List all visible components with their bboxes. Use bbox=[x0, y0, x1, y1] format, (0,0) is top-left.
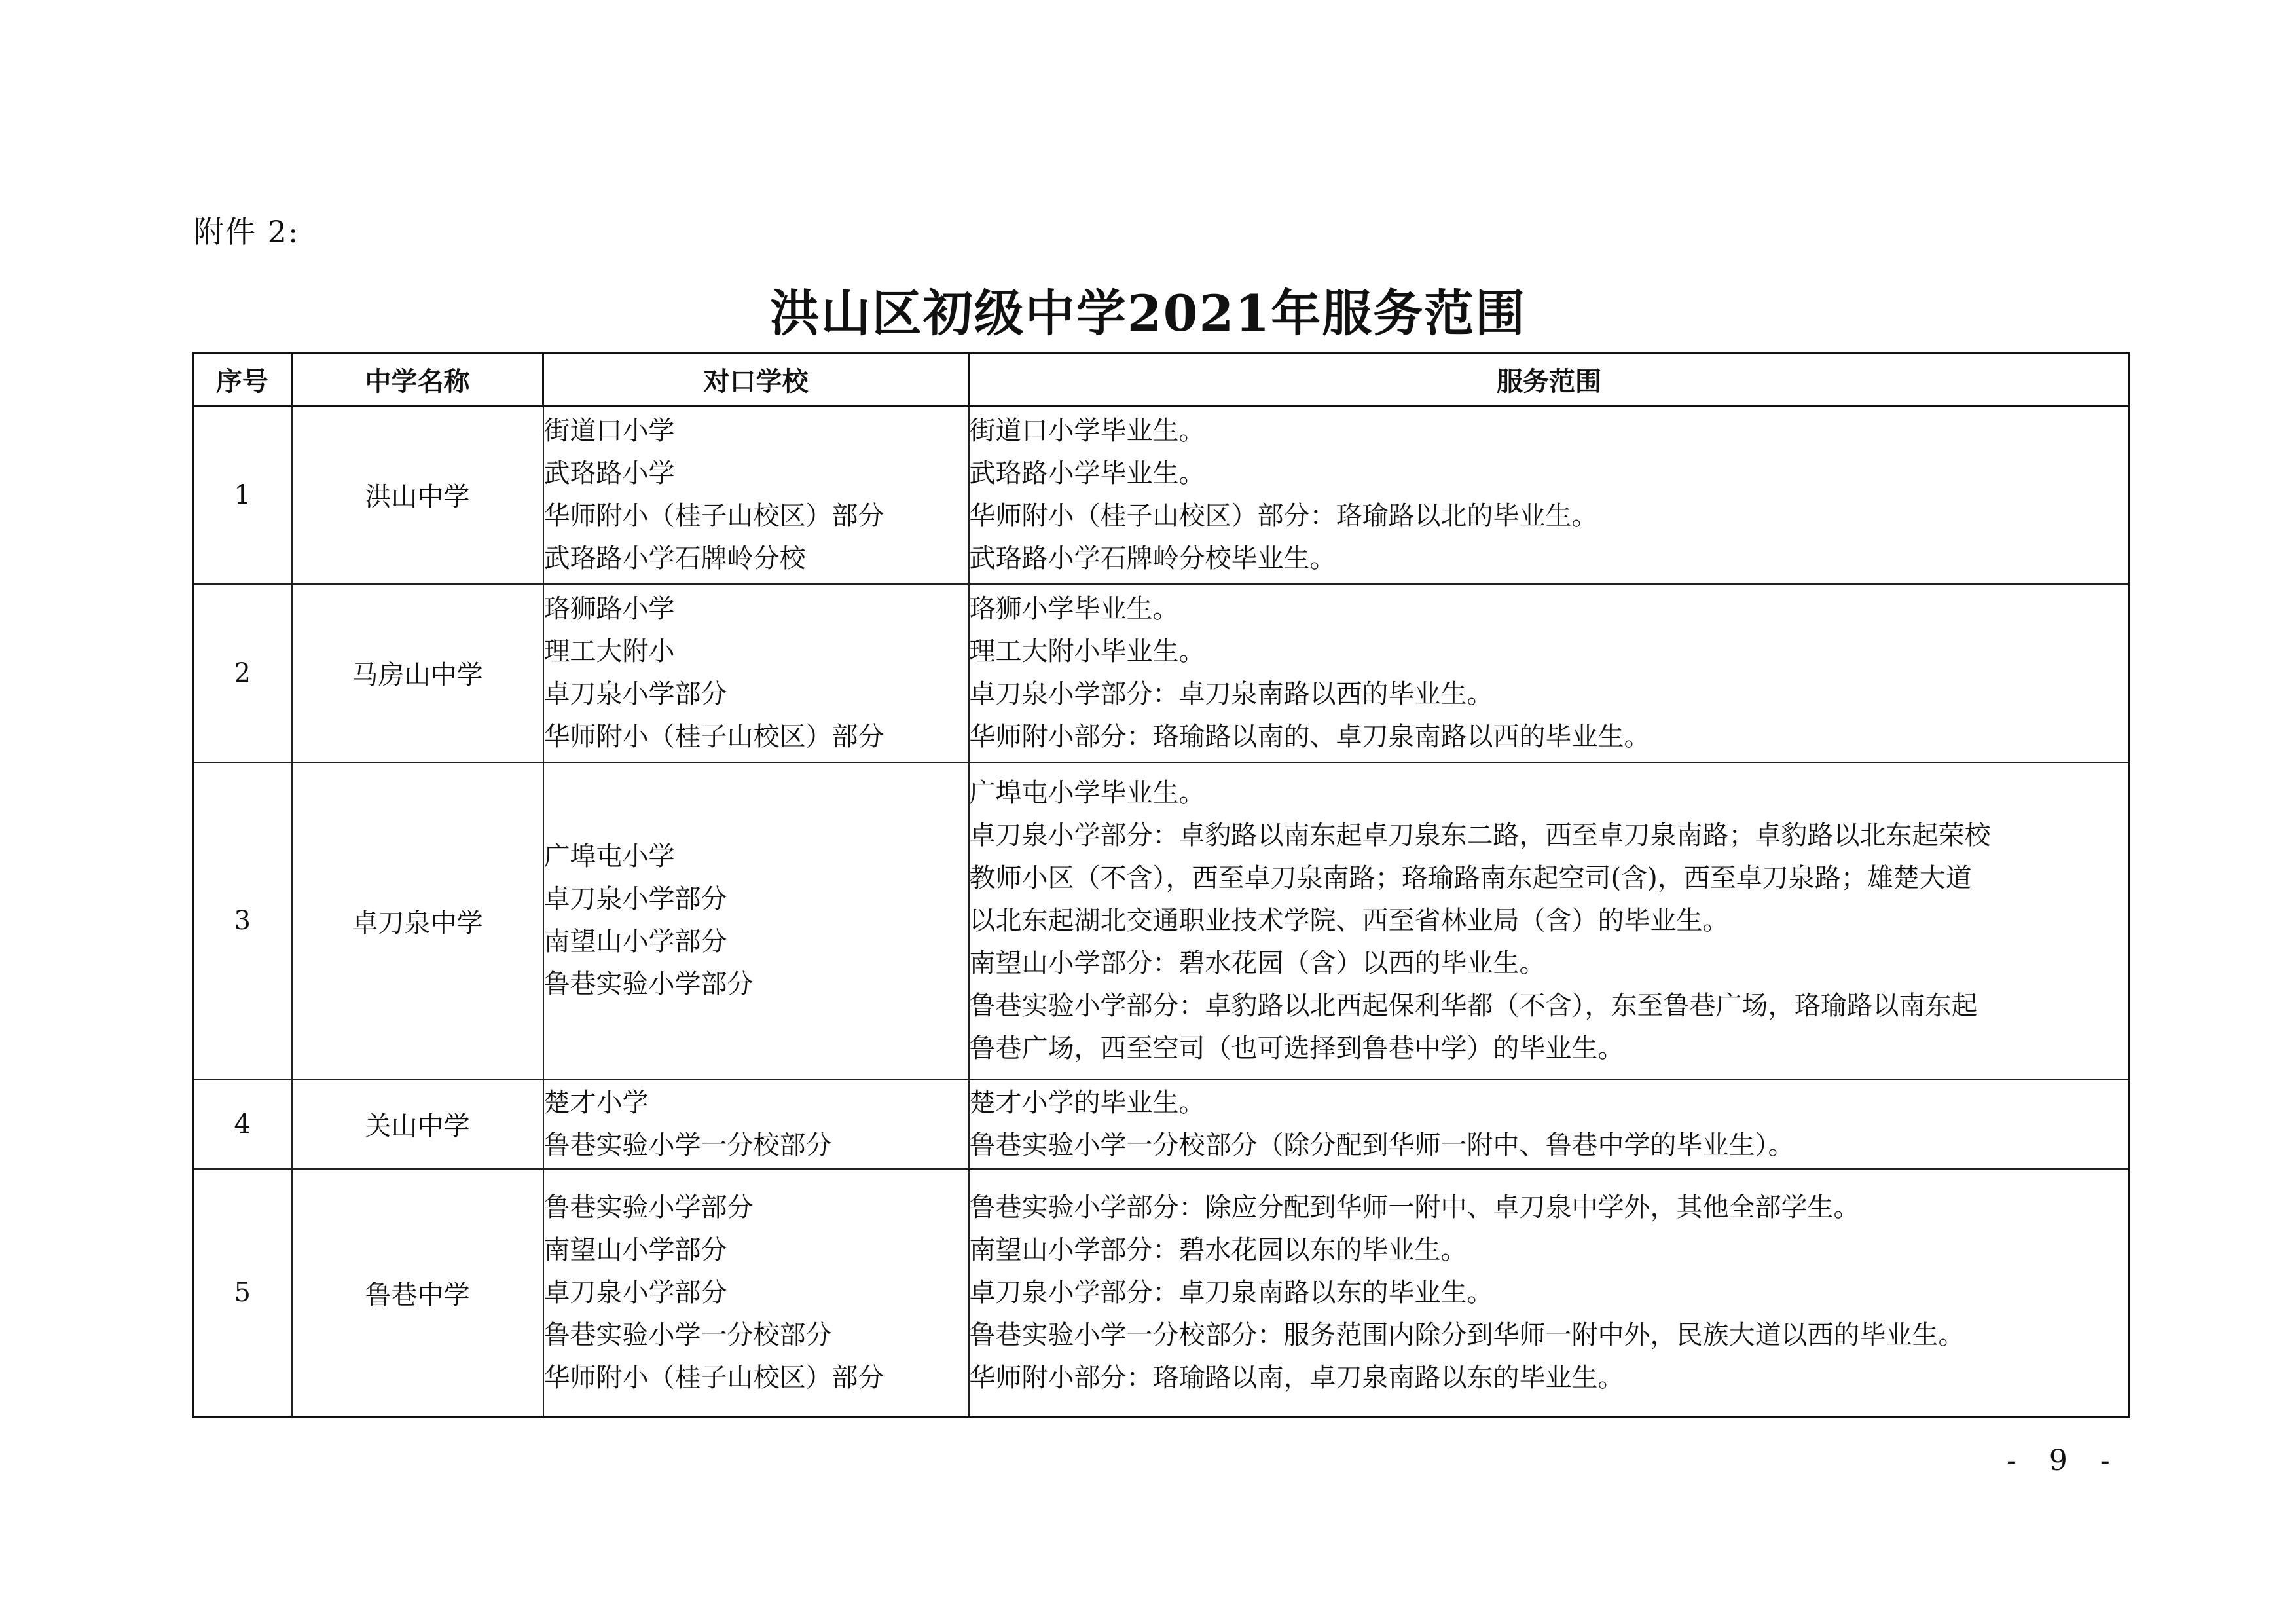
service-scope-table bbox=[192, 352, 2130, 1418]
scope-line: 教师小区（不含），西至卓刀泉南路；珞瑜路南东起空司(含)，西至卓刀泉路；雄楚大道 bbox=[969, 862, 1972, 893]
feeder-school: 武珞路小学 bbox=[543, 458, 675, 489]
scope-line: 鲁巷实验小学一分校部分（除分配到华师一附中、鲁巷中学的毕业生）。 bbox=[969, 1130, 1795, 1160]
feeder-schools bbox=[543, 1080, 969, 1169]
feeder-school: 珞狮路小学 bbox=[543, 593, 675, 624]
table-row bbox=[193, 762, 2130, 1080]
service-scope bbox=[969, 762, 2130, 1080]
scope-line: 华师附小（桂子山校区）部分：珞瑜路以北的毕业生。 bbox=[969, 500, 1598, 531]
scope-line: 街道口小学毕业生。 bbox=[969, 415, 1205, 446]
row-no: 3 bbox=[193, 762, 292, 1080]
row-no: 1 bbox=[193, 406, 292, 584]
page-number: - 9 - bbox=[2007, 1444, 2122, 1477]
school-name: 马房山中学 bbox=[292, 584, 543, 762]
feeder-school: 鲁巷实验小学一分校部分 bbox=[543, 1130, 832, 1160]
school-name: 洪山中学 bbox=[292, 406, 543, 584]
scope-line: 卓刀泉小学部分：卓刀泉南路以东的毕业生。 bbox=[969, 1277, 1493, 1308]
row-no: 4 bbox=[193, 1080, 292, 1169]
feeder-school: 南望山小学部分 bbox=[543, 927, 727, 957]
feeder-school: 鲁巷实验小学一分校部分 bbox=[543, 1320, 832, 1350]
scope-line: 武珞路小学毕业生。 bbox=[969, 458, 1205, 489]
header-feeder-schools: 对口学校 bbox=[543, 353, 969, 406]
scope-line: 华师附小部分：珞瑜路以南，卓刀泉南路以东的毕业生。 bbox=[969, 1362, 1624, 1393]
feeder-school: 卓刀泉小学部分 bbox=[543, 884, 727, 914]
row-no: 5 bbox=[193, 1169, 292, 1418]
feeder-school: 华师附小（桂子山校区）部分 bbox=[543, 500, 884, 531]
scope-line: 鲁巷实验小学部分：卓豹路以北西起保利华都（不含），东至鲁巷广场，珞瑜路以南东起 bbox=[969, 990, 1978, 1021]
feeder-school: 楚才小学 bbox=[543, 1087, 649, 1118]
header-no: 序号 bbox=[193, 353, 292, 406]
feeder-school: 理工大附小 bbox=[543, 636, 675, 667]
feeder-schools bbox=[543, 1169, 969, 1418]
scope-line: 广埠屯小学毕业生。 bbox=[969, 777, 1205, 808]
scope-line: 卓刀泉小学部分：卓豹路以南东起卓刀泉东二路，西至卓刀泉南路；卓豹路以北东起荣校 bbox=[969, 820, 1991, 851]
scope-line: 鲁巷实验小学一分校部分：服务范围内除分到华师一附中外，民族大道以西的毕业生。 bbox=[969, 1320, 1965, 1350]
feeder-school: 南望山小学部分 bbox=[543, 1234, 727, 1265]
feeder-school: 华师附小（桂子山校区）部分 bbox=[543, 1362, 884, 1393]
school-name: 鲁巷中学 bbox=[292, 1169, 543, 1418]
feeder-school: 广埠屯小学 bbox=[543, 841, 675, 872]
table-row bbox=[193, 1169, 2130, 1418]
table-header-row bbox=[193, 353, 2130, 406]
scope-line: 华师附小部分：珞瑜路以南的、卓刀泉南路以西的毕业生。 bbox=[969, 721, 1650, 752]
service-scope bbox=[969, 584, 2130, 762]
feeder-school: 街道口小学 bbox=[543, 415, 675, 446]
row-no: 2 bbox=[193, 584, 292, 762]
feeder-schools bbox=[543, 584, 969, 762]
table-row bbox=[193, 1080, 2130, 1169]
scope-line: 武珞路小学石牌岭分校毕业生。 bbox=[969, 543, 1336, 574]
service-scope bbox=[969, 1169, 2130, 1418]
table-row bbox=[193, 406, 2130, 584]
feeder-school: 华师附小（桂子山校区）部分 bbox=[543, 721, 884, 752]
scope-line: 珞狮小学毕业生。 bbox=[969, 593, 1179, 624]
header-school-name: 中学名称 bbox=[292, 353, 543, 406]
scope-line: 以北东起湖北交通职业技术学院、西至省林业局（含）的毕业生。 bbox=[969, 905, 1729, 936]
feeder-school: 卓刀泉小学部分 bbox=[543, 678, 727, 709]
feeder-schools bbox=[543, 762, 969, 1080]
table-row bbox=[193, 584, 2130, 762]
header-service-scope: 服务范围 bbox=[969, 353, 2130, 406]
service-scope bbox=[969, 406, 2130, 584]
service-scope bbox=[969, 1080, 2130, 1169]
feeder-school: 鲁巷实验小学部分 bbox=[543, 1192, 754, 1223]
scope-line: 卓刀泉小学部分：卓刀泉南路以西的毕业生。 bbox=[969, 678, 1493, 709]
scope-line: 理工大附小毕业生。 bbox=[969, 636, 1205, 667]
feeder-school: 武珞路小学石牌岭分校 bbox=[543, 543, 806, 574]
school-name: 卓刀泉中学 bbox=[292, 762, 543, 1080]
feeder-schools bbox=[543, 406, 969, 584]
scope-line: 南望山小学部分：碧水花园（含）以西的毕业生。 bbox=[969, 948, 1546, 978]
school-name: 关山中学 bbox=[292, 1080, 543, 1169]
scope-line: 南望山小学部分：碧水花园以东的毕业生。 bbox=[969, 1234, 1467, 1265]
feeder-school: 鲁巷实验小学部分 bbox=[543, 969, 754, 999]
attachment-label: 附件 2: bbox=[194, 214, 300, 249]
feeder-school: 卓刀泉小学部分 bbox=[543, 1277, 727, 1308]
scope-line: 鲁巷广场，西至空司（也可选择到鲁巷中学）的毕业生。 bbox=[969, 1033, 1624, 1063]
page-title: 洪山区初级中学2021年服务范围 bbox=[769, 284, 1527, 342]
scope-line: 楚才小学的毕业生。 bbox=[969, 1087, 1205, 1118]
scope-line: 鲁巷实验小学部分：除应分配到华师一附中、卓刀泉中学外，其他全部学生。 bbox=[969, 1192, 1860, 1223]
